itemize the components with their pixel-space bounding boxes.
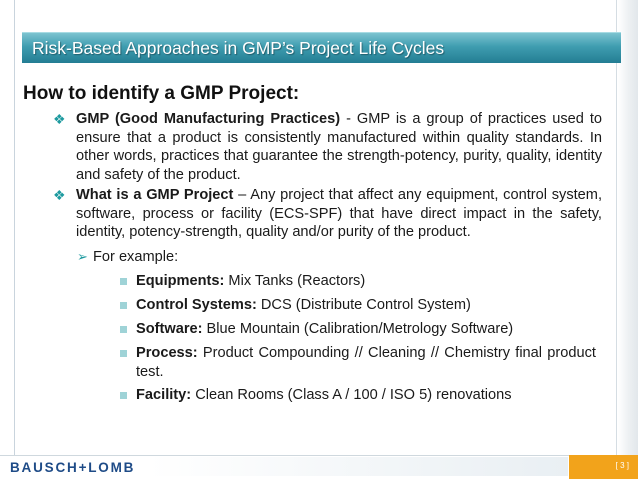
page-number-box bbox=[569, 455, 638, 479]
page-number: [ 3 ] bbox=[615, 461, 629, 470]
example-label: Software: bbox=[136, 321, 203, 337]
example-text: Blue Mountain (Calibration/Metrology Software) bbox=[202, 321, 514, 337]
example-label: Facility: bbox=[136, 387, 192, 403]
bullet-what-is-body: – Any project that affect any equipment, control system, software, process or facility (ECS-SPF) that have direct impact in the safety, identity, potency-strength, quality and/or purity of the product. bbox=[76, 187, 602, 241]
example-text: Mix Tanks (Reactors) bbox=[224, 273, 366, 289]
square-bullet-icon bbox=[120, 326, 127, 333]
footer-divider bbox=[0, 455, 638, 456]
square-bullet-icon bbox=[120, 278, 127, 285]
right-decor-stripe bbox=[618, 0, 638, 455]
slide-title: Risk-Based Approaches in GMP’s Project Life Cycles bbox=[32, 38, 445, 58]
example-label: Equipments: bbox=[136, 273, 225, 289]
square-bullet-icon bbox=[120, 302, 127, 309]
for-example-label: For example: bbox=[93, 249, 179, 265]
example-text: Product Compounding // Cleaning // Chemistry final product test. bbox=[136, 345, 596, 380]
bullet-gmp-text bbox=[76, 110, 602, 184]
left-border-line bbox=[14, 0, 15, 455]
bullet-gmp-label: GMP (Good Manufacturing Practices) bbox=[76, 111, 341, 127]
square-bullet-icon bbox=[120, 350, 127, 357]
example-text: DCS (Distribute Control System) bbox=[256, 297, 471, 313]
logo-right: LOMB bbox=[88, 460, 136, 475]
example-label: Process: bbox=[136, 345, 198, 361]
slide-heading: How to identify a GMP Project: bbox=[23, 83, 300, 104]
example-text: Clean Rooms (Class A / 100 / ISO 5) renovations bbox=[191, 387, 512, 403]
diamond-bullet-icon: ❖ bbox=[53, 187, 66, 203]
bullet-gmp-body: - GMP is a group of practices used to ensure that a product is consistently manufactured within quality standards. In other words, practices that guarantee the strength-potency, purity, quality, identity and safety of the product. bbox=[76, 111, 602, 183]
arrow-bullet-icon: ➢ bbox=[77, 249, 88, 264]
footer bbox=[0, 455, 638, 479]
bullet-what-is-text bbox=[76, 186, 602, 242]
bullet-what-is-label: What is a GMP Project bbox=[76, 187, 234, 203]
logo-left: BAUSCH bbox=[10, 460, 79, 475]
title-bar bbox=[22, 32, 621, 63]
right-border-line bbox=[616, 0, 617, 455]
bausch-lomb-logo bbox=[10, 460, 135, 475]
logo-plus: + bbox=[78, 460, 89, 475]
diamond-bullet-icon: ❖ bbox=[53, 111, 66, 127]
example-label: Control Systems: bbox=[136, 297, 257, 313]
square-bullet-icon bbox=[120, 392, 127, 399]
footer-gradient-bar bbox=[148, 457, 568, 476]
